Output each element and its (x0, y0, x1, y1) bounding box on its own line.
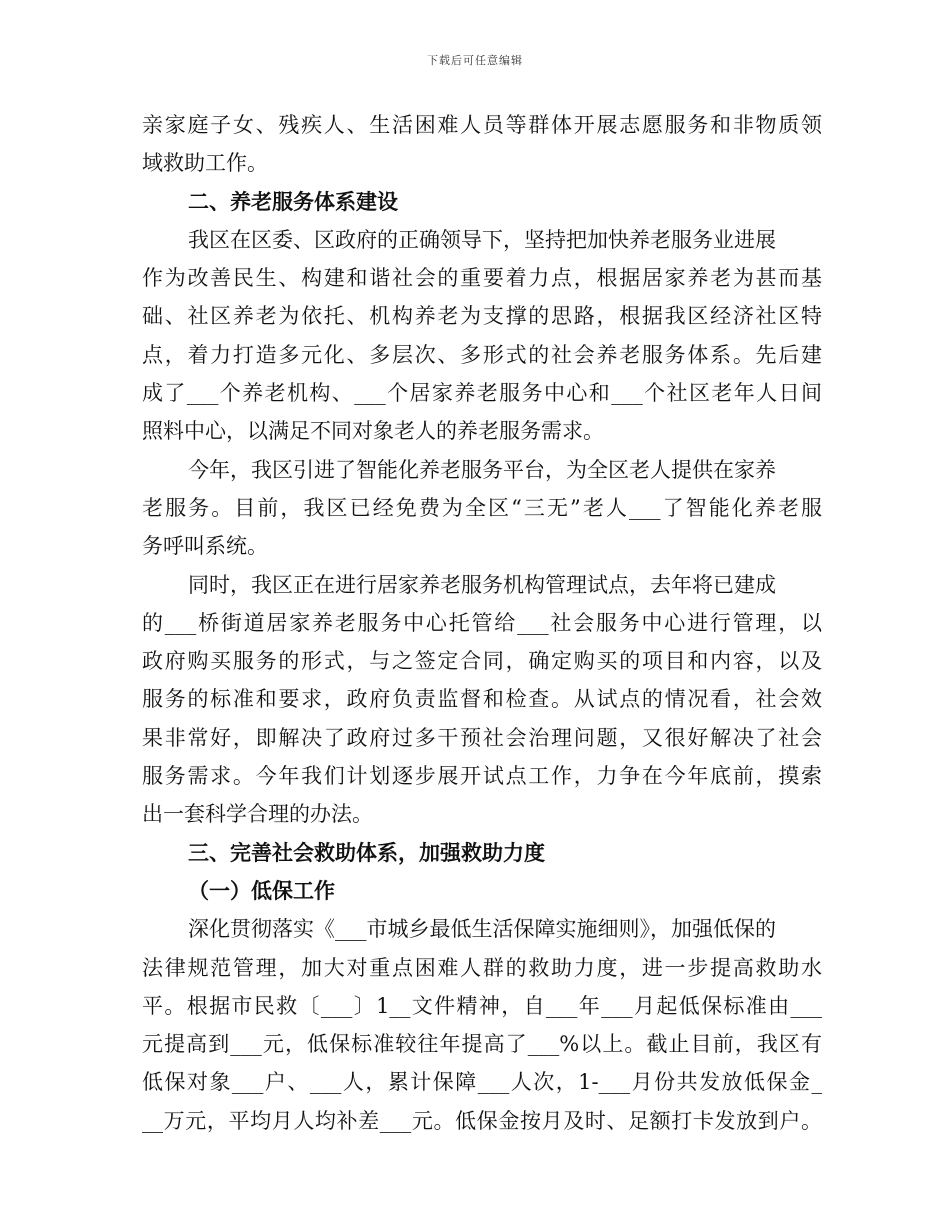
text-line: 出一套科学合理的办法。 (142, 802, 373, 827)
text-line: 照料中心，以满足不同对象老人的养老服务需求。 (142, 419, 604, 444)
text-line: 域救助工作。 (142, 151, 268, 176)
text-line: 今年，我区引进了智能化养老服务平台，为全区老人提供在家养 (188, 457, 776, 482)
page-header-note: 下载后可任意编辑 (427, 54, 523, 67)
subsection-heading: （一）低保工作 (188, 877, 335, 903)
text-line: 深化贯彻落实《___市城乡最低生活保障实施细则》，加强低保的 (188, 917, 776, 942)
text-line: 的___桥街道居家养老服务中心托管给___社会服务中心进行管理，以 (142, 610, 822, 635)
section-heading: 二、养老服务体系建设 (188, 188, 398, 214)
text-line: 政府购买服务的形式，与之签定合同，确定购买的项目和内容，以及 (142, 649, 822, 674)
text-line: 点，着力打造多元化、多层次、多形式的社会养老服务体系。先后建 (142, 342, 822, 367)
text-line: 老服务。目前，我区已经免费为全区“三无”老人___了智能化养老服 (142, 495, 822, 520)
text-line: 果非常好，即解决了政府过多干预社会治理问题，又很好解决了社会 (142, 725, 822, 750)
text-line: 低保对象___户、___人，累计保障___人次，1-___月份共发放低保金_ (142, 1070, 822, 1095)
section-heading: 三、完善社会救助体系，加强救助力度 (188, 839, 545, 865)
text-line: 元提高到___元，低保标准较往年提高了___%以上。截止目前，我区有 (142, 1032, 822, 1057)
text-line: 同时，我区正在进行居家养老服务机构管理试点，去年将已建成 (188, 572, 776, 597)
text-line: 平。根据市民救〔___〕1__文件精神，自___年___月起低保标准由___ (142, 993, 822, 1018)
text-line: 服务需求。今年我们计划逐步展开试点工作，力争在今年底前，摸索 (142, 764, 822, 789)
text-line: 务呼叫系统。 (142, 534, 268, 559)
document-body (142, 106, 822, 1140)
text-line: 法律规范管理，加大对重点困难人群的救助力度，进一步提高救助水 (142, 955, 822, 980)
text-line: 成了___个养老机构、___个居家养老服务中心和___个社区老年人日间 (142, 381, 822, 406)
text-line: 础、社区养老为依托、机构养老为支撑的思路，根据我区经济社区特 (142, 304, 822, 329)
text-line: 服务的标准和要求，政府负责监督和检查。从试点的情况看，社会效 (142, 687, 822, 712)
text-line: __万元，平均月人均补差___元。低保金按月及时、足额打卡发放到户。 (142, 1108, 822, 1133)
text-line: 我区在区委、区政府的正确领导下，坚持把加快养老服务业进展 (188, 227, 776, 252)
text-line: 作为改善民生、构建和谐社会的重要着力点，根据居家养老为甚而基 (142, 266, 822, 291)
text-line: 亲家庭子女、残疾人、生活困难人员等群体开展志愿服务和非物质领 (142, 113, 822, 137)
